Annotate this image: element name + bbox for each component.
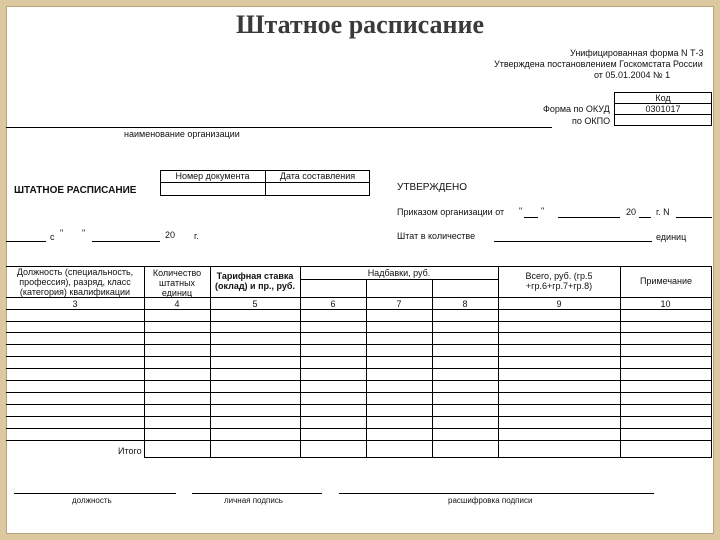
- table-row-line: [6, 368, 712, 369]
- col-header-note: Примечание: [639, 276, 693, 286]
- total-label: Итого: [118, 446, 142, 456]
- col-number: 9: [556, 299, 562, 309]
- approved-date-label: от 05.01.2004 № 1: [594, 70, 671, 80]
- col-header-count: Количество штатных единиц: [152, 268, 202, 298]
- table-row-line: [6, 428, 712, 429]
- order-month-line[interactable]: [558, 217, 620, 218]
- period-quote-close: ": [82, 228, 86, 238]
- order-label: Приказом организации от: [397, 207, 505, 217]
- allowances-subline: [300, 279, 498, 280]
- signature-decryption-caption: расшифровка подписи: [448, 496, 533, 505]
- table-row-line: [6, 404, 712, 405]
- col-number: 10: [660, 299, 671, 309]
- slide-title: Штатное расписание: [235, 10, 485, 39]
- period-start-line[interactable]: [6, 241, 46, 242]
- order-quote-close: ": [541, 206, 545, 216]
- col-header-total: Всего, руб. (гр.5 +гр.6+гр.7+гр.8): [525, 271, 593, 291]
- org-name-line[interactable]: [6, 127, 552, 128]
- col-divider: [144, 266, 145, 457]
- approved-heading: УТВЕРЖДЕНО: [397, 182, 468, 193]
- code-divider-2: [614, 114, 712, 115]
- code-header: Код: [655, 93, 671, 103]
- okpo-label: по ОКПО: [572, 116, 611, 126]
- col-number: 3: [72, 299, 78, 309]
- order-number-line[interactable]: [676, 217, 712, 218]
- signature-decryption-line[interactable]: [339, 493, 654, 494]
- order-year-prefix: 20: [626, 207, 637, 217]
- table-row-line: [6, 321, 712, 322]
- col-number: 4: [174, 299, 180, 309]
- table-row-line: [6, 440, 712, 441]
- signature-position-line[interactable]: [14, 493, 176, 494]
- table-row-line: [6, 332, 712, 333]
- col-number: 6: [330, 299, 336, 309]
- units-label: единиц: [656, 232, 687, 242]
- table-total-bottom: [144, 457, 712, 458]
- table-numbers-bottom: [6, 309, 712, 310]
- table-row-line: [6, 392, 712, 393]
- staff-count-label: Штат в количестве: [397, 231, 476, 241]
- order-quote-open: ": [519, 206, 523, 216]
- period-month-line[interactable]: [92, 241, 160, 242]
- col-number: 8: [462, 299, 468, 309]
- okud-value: 0301017: [645, 104, 681, 114]
- table-row-line: [6, 344, 712, 345]
- order-year-line[interactable]: [639, 217, 651, 218]
- signature-personal-line[interactable]: [192, 493, 322, 494]
- col-divider: [620, 266, 621, 457]
- signature-personal-caption: личная подпись: [224, 496, 283, 505]
- doc-date-label: Дата составления: [279, 171, 356, 181]
- period-year-suffix: г.: [194, 231, 199, 241]
- col-divider: [300, 266, 301, 457]
- order-day-line[interactable]: [524, 217, 538, 218]
- period-year-prefix: 20: [165, 230, 176, 240]
- staff-count-line[interactable]: [494, 241, 652, 242]
- col-divider: [498, 266, 499, 457]
- table-header-bottom: [6, 297, 712, 298]
- col-divider: [711, 266, 712, 457]
- unified-form-label: Унифицированная форма N Т-3: [570, 48, 704, 58]
- col-header-rate: Тарифная ставка (оклад) и пр., руб.: [215, 271, 295, 291]
- approved-by-label: Утверждена постановлением Госкомстата России: [494, 59, 703, 69]
- okud-label: Форма по ОКУД: [543, 104, 610, 114]
- col-number: 7: [396, 299, 402, 309]
- period-quote-open: ": [60, 228, 64, 238]
- period-from-label: с: [50, 232, 55, 242]
- order-number-label: г. N: [656, 207, 670, 217]
- col-divider: [210, 266, 211, 457]
- document-title: ШТАТНОЕ РАСПИСАНИЕ: [14, 185, 137, 196]
- doc-number-label: Номер документа: [175, 171, 250, 181]
- col-number: 5: [252, 299, 258, 309]
- table-row-line: [6, 416, 712, 417]
- signature-position-caption: должность: [72, 496, 112, 505]
- org-name-caption: наименование организации: [124, 129, 240, 139]
- table-row-line: [6, 380, 712, 381]
- col-header-allowances: Надбавки, руб.: [367, 268, 431, 278]
- col-header-position: Должность (специальность, профессия), разряд, класс (категория) квалификации: [16, 267, 134, 297]
- table-row-line: [6, 356, 712, 357]
